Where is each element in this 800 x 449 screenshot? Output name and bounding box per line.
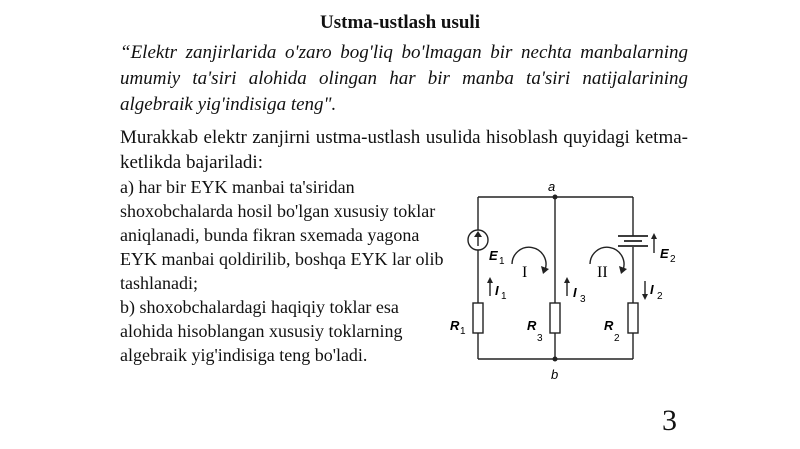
i1-label: I xyxy=(495,283,499,298)
node-a-label: a xyxy=(548,179,556,194)
i2-label: I xyxy=(650,282,654,297)
e2-label: E xyxy=(660,246,669,261)
e2-subscript: 2 xyxy=(670,254,676,265)
principle-quote: “Elektr zanjirlarida o'zaro bog'liq bo'lmagan bir nechta manbalarning umumiy ta'siri alohida olingan har bir manba ta'siri natijalarining algebraik yig'indisiga teng". xyxy=(120,42,688,115)
slide-title: Ustma-ustlash usuli xyxy=(320,12,480,33)
i3-label: I xyxy=(573,285,577,300)
e1-subscript: 1 xyxy=(499,256,505,267)
i1-subscript: 1 xyxy=(501,291,507,302)
resistor-r2 xyxy=(628,303,638,333)
i2-subscript: 2 xyxy=(657,291,663,302)
steps-list xyxy=(120,175,450,367)
loop-1-arrow-icon xyxy=(512,247,546,270)
r1-subscript: 1 xyxy=(460,326,466,337)
i3-subscript: 3 xyxy=(580,294,586,305)
junction-b xyxy=(553,357,558,362)
page-number: 3 xyxy=(662,404,677,437)
resistor-r1 xyxy=(473,303,483,333)
step-b: b) shoxobchalardagi haqiqiy toklar esa alohida hisoblangan xususiy toklarning algebraik yig'indisiga teng bo'ladi. xyxy=(120,297,403,365)
circuit-diagram xyxy=(440,175,700,385)
intro-paragraph: Murakkab elektr zanjirni ustma-ustlash usulida hisoblash quyidagi ketma-ketlikda bajariladi: xyxy=(120,127,688,173)
node-b-label: b xyxy=(551,367,559,382)
junction-a xyxy=(553,195,558,200)
r2-subscript: 2 xyxy=(614,333,620,344)
loop-2-label: II xyxy=(597,264,608,281)
r3-label: R xyxy=(527,318,537,333)
r2-label: R xyxy=(604,318,614,333)
resistor-r3 xyxy=(550,303,560,333)
r1-label: R xyxy=(450,318,460,333)
r3-subscript: 3 xyxy=(537,333,543,344)
loop-1-label: I xyxy=(522,264,528,281)
step-a: a) har bir EYK manbai ta'siridan shoxobchalarda hosil bo'lgan xususiy toklar aniqlanadi, bunda fikran sxemada yagona EYK manbai qoldirilib, boshqa EYK lar olib tashlanadi; xyxy=(120,177,444,293)
e1-label: E xyxy=(489,248,498,263)
